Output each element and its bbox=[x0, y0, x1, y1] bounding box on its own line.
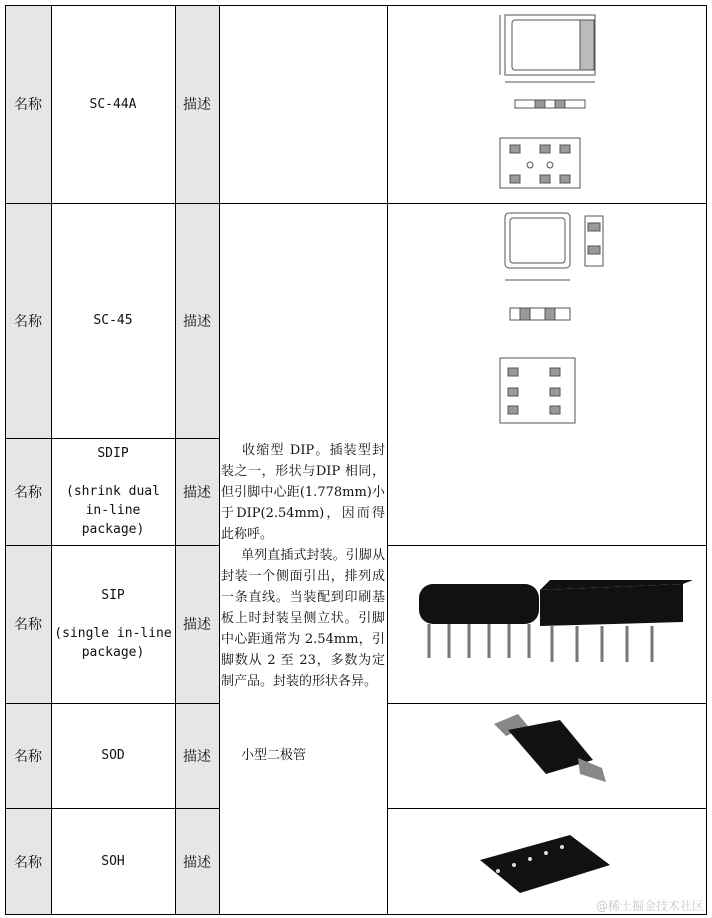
row-divider bbox=[5, 203, 219, 204]
package-name-line: SOD bbox=[101, 748, 125, 763]
border-right bbox=[706, 5, 707, 915]
package-name-line: package) bbox=[81, 645, 145, 660]
package-name-line: SIP bbox=[101, 588, 125, 603]
row-label: 名称 bbox=[14, 484, 42, 501]
row-label: 名称 bbox=[14, 97, 42, 113]
row-label: 名称 bbox=[14, 854, 42, 871]
description-sdip bbox=[219, 440, 387, 540]
row-divider bbox=[5, 545, 219, 546]
row-label: 名称 bbox=[14, 617, 42, 633]
row-divider bbox=[219, 203, 707, 204]
package-name-sod bbox=[51, 703, 175, 808]
watermark: @稀土掘金技术社区 bbox=[595, 899, 704, 913]
package-name-line: SC-45 bbox=[93, 313, 133, 328]
row-divider bbox=[5, 438, 219, 439]
desc-label: 描述 bbox=[183, 313, 211, 330]
row-divider bbox=[387, 545, 707, 546]
sod-package-drawing bbox=[488, 710, 613, 800]
col-divider bbox=[51, 5, 52, 915]
row-divider bbox=[5, 808, 219, 809]
desc-label: 描述 bbox=[183, 97, 211, 113]
col-divider bbox=[387, 5, 388, 915]
package-name-line: (shrink dual bbox=[66, 484, 160, 499]
col-divider bbox=[219, 5, 220, 915]
description-text: 单列直插式封装。引脚从封装一个侧面引出，排列成一条直线。当装配到印刷基板上时封装呈侧立状。引脚中心距通常为 2.54mm，引脚数从 2 至 23，多数为定制产品。封装的形状各异。 bbox=[221, 548, 385, 689]
soh-package-drawing bbox=[470, 825, 620, 905]
desc-label: 描述 bbox=[183, 617, 211, 633]
sc-44a-package-drawing bbox=[490, 10, 610, 200]
description-sip bbox=[219, 545, 387, 705]
row-divider bbox=[387, 808, 707, 809]
desc-label: 描述 bbox=[183, 854, 211, 871]
package-name-sdip bbox=[51, 438, 175, 545]
desc-label: 描述 bbox=[183, 484, 211, 501]
package-name-soh bbox=[51, 808, 175, 915]
row-divider bbox=[5, 703, 219, 704]
col-divider bbox=[175, 5, 176, 915]
description-text: 小型二极管 bbox=[241, 748, 307, 763]
sip-package-drawing bbox=[415, 578, 700, 668]
package-name-sc-44a bbox=[51, 5, 175, 203]
desc-label: 描述 bbox=[183, 748, 211, 765]
border-left bbox=[5, 5, 6, 915]
package-name-line: SOH bbox=[101, 854, 125, 869]
border-top bbox=[5, 5, 707, 6]
row-divider bbox=[387, 703, 707, 704]
description-text: 收缩型 DIP。插装型封装之一，形状与DIP 相同，但引脚中心距(1.778mm)小于DIP(2.54mm)，因而得此称呼。 bbox=[221, 443, 385, 542]
row-label: 名称 bbox=[14, 748, 42, 765]
row-label: 名称 bbox=[14, 313, 42, 330]
package-name-line: SDIP bbox=[97, 446, 129, 461]
package-name-line: SC-44A bbox=[89, 96, 137, 112]
package-name-line: (single in-line bbox=[54, 626, 172, 641]
package-name-sip bbox=[51, 545, 175, 703]
sc-45-package-drawing bbox=[490, 208, 610, 433]
description-sod bbox=[219, 745, 387, 769]
border-bottom bbox=[5, 914, 707, 915]
package-name-line: in-line package) bbox=[81, 503, 145, 537]
package-name-sc-45 bbox=[51, 203, 175, 438]
